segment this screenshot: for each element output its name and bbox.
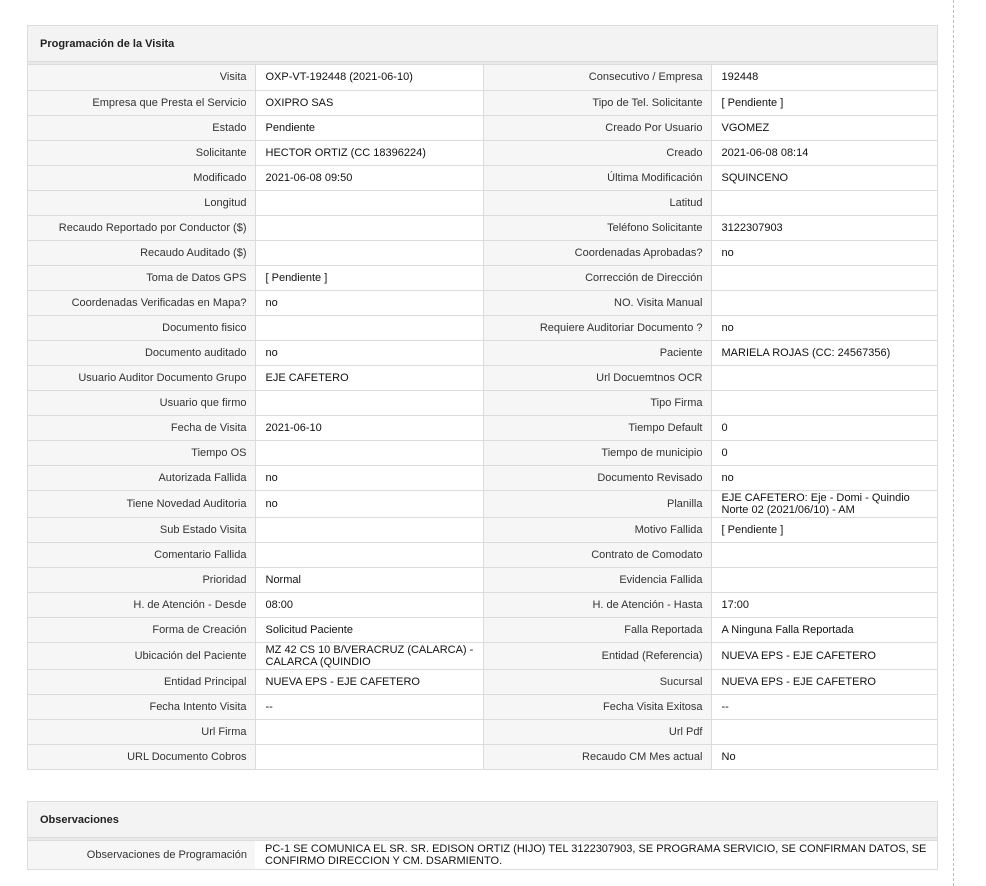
field-label: Documento Revisado xyxy=(483,465,711,490)
field-label: H. de Atención - Hasta xyxy=(483,592,711,617)
field-value: OXIPRO SAS xyxy=(255,90,483,115)
field-value xyxy=(711,390,937,415)
field-value: 2021-06-08 09:50 xyxy=(255,165,483,190)
field-label: Modificado xyxy=(28,165,255,190)
field-value: no xyxy=(255,465,483,490)
field-label: Fecha Visita Exitosa xyxy=(483,694,711,719)
table-row xyxy=(28,415,937,440)
field-label: Autorizada Fallida xyxy=(28,465,255,490)
field-label: Paciente xyxy=(483,340,711,365)
field-label: Empresa que Presta el Servicio xyxy=(28,90,255,115)
field-label: Recaudo CM Mes actual xyxy=(483,744,711,769)
table-row xyxy=(28,542,937,567)
field-label: Observaciones de Programación xyxy=(28,841,255,869)
field-label: Consecutivo / Empresa xyxy=(483,65,711,90)
field-label: Evidencia Fallida xyxy=(483,567,711,592)
field-value: no xyxy=(255,490,483,517)
table-row xyxy=(28,440,937,465)
table-row xyxy=(28,190,937,215)
field-value xyxy=(711,265,937,290)
field-label: Toma de Datos GPS xyxy=(28,265,255,290)
field-value: 192448 xyxy=(711,65,937,90)
field-value: VGOMEZ xyxy=(711,115,937,140)
field-value xyxy=(255,190,483,215)
field-value: [ Pendiente ] xyxy=(711,90,937,115)
field-label: Teléfono Solicitante xyxy=(483,215,711,240)
field-value xyxy=(255,390,483,415)
field-label: Url Firma xyxy=(28,719,255,744)
field-value xyxy=(255,744,483,769)
field-label: Prioridad xyxy=(28,567,255,592)
table-row xyxy=(28,140,937,165)
field-value: NUEVA EPS - EJE CAFETERO xyxy=(255,669,483,694)
field-value xyxy=(255,517,483,542)
field-value: no xyxy=(711,315,937,340)
field-value: EJE CAFETERO xyxy=(255,365,483,390)
field-label: Requiere Auditoriar Documento ? xyxy=(483,315,711,340)
table-row xyxy=(28,315,937,340)
field-value: no xyxy=(255,290,483,315)
table-row xyxy=(28,290,937,315)
table-row xyxy=(28,215,937,240)
table-row xyxy=(28,567,937,592)
field-label: Falla Reportada xyxy=(483,617,711,642)
field-value xyxy=(711,719,937,744)
field-label: Sub Estado Visita xyxy=(28,517,255,542)
table-row xyxy=(28,90,937,115)
field-value: -- xyxy=(255,694,483,719)
field-label: Entidad (Referencia) xyxy=(483,642,711,669)
field-label: Tiempo OS xyxy=(28,440,255,465)
field-label: Tipo de Tel. Solicitante xyxy=(483,90,711,115)
field-label: Forma de Creación xyxy=(28,617,255,642)
field-label: Sucursal xyxy=(483,669,711,694)
field-label: Tiempo Default xyxy=(483,415,711,440)
field-label: Url Pdf xyxy=(483,719,711,744)
field-value xyxy=(255,215,483,240)
field-label: Longitud xyxy=(28,190,255,215)
table-row xyxy=(28,65,937,90)
field-value: OXP-VT-192448 (2021-06-10) xyxy=(255,65,483,90)
field-value: -- xyxy=(711,694,937,719)
field-value: 17:00 xyxy=(711,592,937,617)
table-row xyxy=(28,390,937,415)
table-row xyxy=(28,490,937,517)
field-value: 2021-06-08 08:14 xyxy=(711,140,937,165)
table-row xyxy=(28,240,937,265)
field-value xyxy=(255,240,483,265)
table-row xyxy=(28,694,937,719)
field-value: [ Pendiente ] xyxy=(255,265,483,290)
field-value: PC-1 SE COMUNICA EL SR. SR. EDISON ORTIZ (HIJO) TEL 3122307903, SE PROGRAMA SERVICIO, SE CONFIRMAN DATOS, SE CONFIRMO DIRECCION Y CM. DSARMIENTO. xyxy=(255,841,937,869)
field-value: [ Pendiente ] xyxy=(711,517,937,542)
field-label: Planilla xyxy=(483,490,711,517)
field-label: Solicitante xyxy=(28,140,255,165)
field-label: Última Modificación xyxy=(483,165,711,190)
field-value: NUEVA EPS - EJE CAFETERO xyxy=(711,669,937,694)
field-value: 0 xyxy=(711,415,937,440)
table-row xyxy=(28,744,937,769)
table-row xyxy=(28,669,937,694)
field-label: Ubicación del Paciente xyxy=(28,642,255,669)
field-value xyxy=(711,290,937,315)
field-value: 0 xyxy=(711,440,937,465)
field-label: NO. Visita Manual xyxy=(483,290,711,315)
observaciones-title: Observaciones xyxy=(28,802,937,838)
field-label: Documento auditado xyxy=(28,340,255,365)
table-row xyxy=(28,617,937,642)
table-row xyxy=(28,517,937,542)
field-value: SQUINCENO xyxy=(711,165,937,190)
table-row xyxy=(28,592,937,617)
field-label: Tipo Firma xyxy=(483,390,711,415)
field-label: Entidad Principal xyxy=(28,669,255,694)
field-label: Fecha de Visita xyxy=(28,415,255,440)
field-value: NUEVA EPS - EJE CAFETERO xyxy=(711,642,937,669)
table-row xyxy=(28,465,937,490)
field-value: no xyxy=(255,340,483,365)
field-label: Comentario Fallida xyxy=(28,542,255,567)
field-label: URL Documento Cobros xyxy=(28,744,255,769)
field-value: 2021-06-10 xyxy=(255,415,483,440)
table-row xyxy=(28,115,937,140)
table-row xyxy=(28,265,937,290)
table-row xyxy=(28,841,937,869)
field-label: Corrección de Dirección xyxy=(483,265,711,290)
field-value: Pendiente xyxy=(255,115,483,140)
field-value xyxy=(255,719,483,744)
field-value xyxy=(711,190,937,215)
field-value xyxy=(255,542,483,567)
field-value: MZ 42 CS 10 B/VERACRUZ (CALARCA) - CALARCA (QUINDIO xyxy=(255,642,483,669)
field-value xyxy=(255,440,483,465)
field-label: Contrato de Comodato xyxy=(483,542,711,567)
field-label: Usuario que firmo xyxy=(28,390,255,415)
field-label: Creado Por Usuario xyxy=(483,115,711,140)
field-value: EJE CAFETERO: Eje - Domi - Quindio Norte 02 (2021/06/10) - AM xyxy=(711,490,937,517)
field-value xyxy=(711,542,937,567)
observaciones-table xyxy=(28,841,937,869)
field-value: Normal xyxy=(255,567,483,592)
field-value: A Ninguna Falla Reportada xyxy=(711,617,937,642)
field-value: no xyxy=(711,240,937,265)
table-row xyxy=(28,719,937,744)
table-row xyxy=(28,165,937,190)
field-value xyxy=(255,315,483,340)
table-row xyxy=(28,365,937,390)
field-label: Motivo Fallida xyxy=(483,517,711,542)
field-value: no xyxy=(711,465,937,490)
field-label: Usuario Auditor Documento Grupo xyxy=(28,365,255,390)
field-value xyxy=(711,365,937,390)
programacion-table xyxy=(28,65,937,769)
field-label: Fecha Intento Visita xyxy=(28,694,255,719)
field-value: No xyxy=(711,744,937,769)
field-label: Creado xyxy=(483,140,711,165)
field-value: Solicitud Paciente xyxy=(255,617,483,642)
field-label: Coordenadas Verificadas en Mapa? xyxy=(28,290,255,315)
programacion-title: Programación de la Visita xyxy=(28,26,937,62)
field-label: Estado xyxy=(28,115,255,140)
field-label: Coordenadas Aprobadas? xyxy=(483,240,711,265)
field-label: Recaudo Auditado ($) xyxy=(28,240,255,265)
programacion-panel xyxy=(27,25,938,770)
field-label: Tiempo de municipio xyxy=(483,440,711,465)
field-label: Visita xyxy=(28,65,255,90)
field-label: Recaudo Reportado por Conductor ($) xyxy=(28,215,255,240)
field-label: H. de Atención - Desde xyxy=(28,592,255,617)
table-row xyxy=(28,340,937,365)
field-value: 3122307903 xyxy=(711,215,937,240)
observaciones-panel xyxy=(27,801,938,870)
field-label: Documento fisico xyxy=(28,315,255,340)
field-label: Tiene Novedad Auditoria xyxy=(28,490,255,517)
field-value: 08:00 xyxy=(255,592,483,617)
field-value xyxy=(711,567,937,592)
field-value: MARIELA ROJAS (CC: 24567356) xyxy=(711,340,937,365)
table-row xyxy=(28,642,937,669)
field-label: Latitud xyxy=(483,190,711,215)
field-label: Url Docuemtnos OCR xyxy=(483,365,711,390)
field-value: HECTOR ORTIZ (CC 18396224) xyxy=(255,140,483,165)
page-divider xyxy=(953,0,954,886)
